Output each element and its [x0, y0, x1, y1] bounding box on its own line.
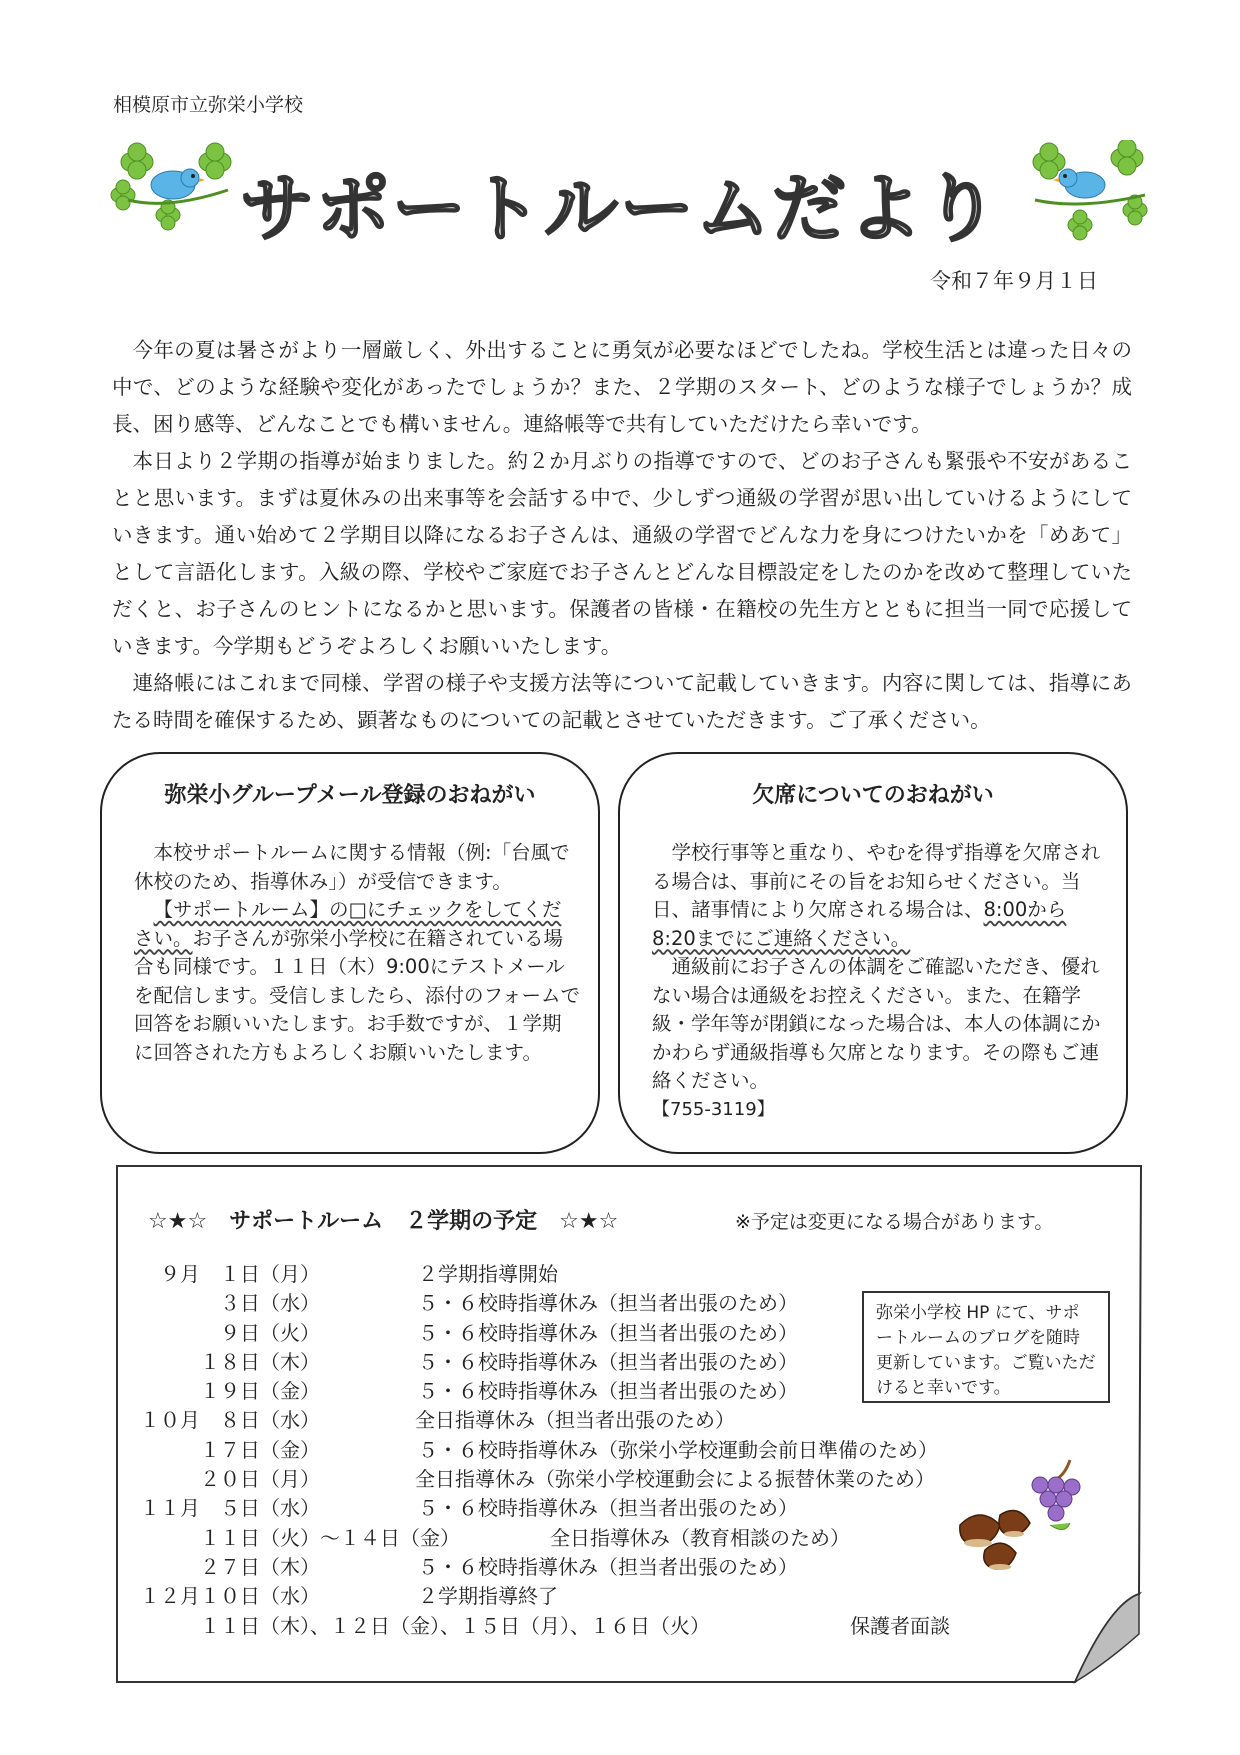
schedule-date: １１日（木）、１２日（金）、１５日（月）、１６日（火）: [160, 1613, 710, 1638]
schedule-event: ２学期指導終了: [418, 1584, 558, 1609]
group-mail-notice-box: [100, 752, 600, 1154]
schedule-date: １１日（火）～１４日（金）: [160, 1525, 460, 1550]
absence-text: 学校行事等と重なり、やむを得ず指導を欠席される場合は、事前にその旨をお知らせください。当日、諸事情により欠席される場合は、: [652, 841, 1101, 921]
schedule-event: ５・６校時指導休み（担当者出張のため）: [418, 1554, 798, 1579]
schedule-date: １０月 ８日（水）: [140, 1408, 320, 1433]
schedule-date: ９月 １日（月）: [160, 1262, 320, 1286]
schedule-date: ９日（火）: [160, 1320, 320, 1345]
intro-paragraph: 本日より２学期の指導が始まりました。約２か月ぶりの指導ですので、どのお子さんも緊張や不安があることと思います。まずは夏休みの出来事等を会話する中で、少しずつ通級の学習が思い出していけるようにしていきます。通い始めて２学期目以降になるお子さんは、通級の学習でどんな力を身につけたいかを「めあて」として言語化します。入級の際、学校やご家庭でお子さんとどんな目標設定をしたのかを改めて整理していただくと、お子さんのヒントになるかと思います。保護者の皆様・在籍校の先生方とともに担当一同で応援していきます。今学期もどうぞよろしくお願いいたします。: [112, 449, 1132, 658]
schedule-event: 全日指導休み（弥栄小学校運動会による振替休業のため）: [415, 1467, 935, 1492]
schedule-event: ５・６校時指導休み（担当者出張のため）: [418, 1320, 798, 1345]
absence-paragraph: [652, 839, 1108, 953]
schedule-date: １８日（木）: [160, 1349, 320, 1374]
grapes-chestnut-illustration: [950, 1455, 1100, 1585]
contact-time: 8:00から8:20までにご連絡ください。: [652, 898, 1067, 950]
intro-paragraph: 連絡帳にはこれまで同様、学習の様子や支援方法等について記載していきます。内容に関しては、指導にあたる時間を確保するため、顕著なものについての記載とさせていただきます。ご了承ください。: [112, 671, 1132, 732]
issue-date: 令和７年９月１日: [930, 269, 1098, 293]
group-mail-title: 弥栄小グループメール登録のおねがい: [164, 783, 536, 808]
schedule-event: ５・６校時指導休み（担当者出張のため）: [418, 1291, 798, 1316]
absence-paragraph: 通級前にお子さんの体調をご確認いただき、優れない場合は通級をお控えください。また、在籍学級・学年等が閉鎖になった場合は、本人の体調にかかわらず通級指導も欠席となります。その際もご連絡ください。: [652, 955, 1101, 1092]
school-blog-note: 弥栄小学校 HP にて、サポートルームのブログを随時更新しています。ご覧いただけると幸いです。: [862, 1291, 1110, 1403]
absence-notice-box: [618, 752, 1128, 1154]
schedule-date: ２０日（月）: [160, 1467, 320, 1492]
schedule-event: 全日指導休み（担当者出張のため）: [415, 1408, 735, 1433]
schedule-date: １１月 ５日（水）: [140, 1496, 320, 1521]
group-mail-paragraph: 本校サポートルームに関する情報（例:「台風で休校のため、指導休み」）が受信できます。: [134, 841, 570, 893]
intro-text: [112, 332, 1132, 739]
schedule-note: ※予定は変更になる場合があります。: [735, 1211, 1054, 1233]
phone-number: 【755-3119】: [652, 1098, 775, 1120]
intro-paragraph: 今年の夏は暑さがより一層厳しく、外出することに勇気が必要なほどでしたね。学校生活とは違った日々の中で、どのような経験や変化があったでしょうか？また、２学期のスタート、どのような様子でしょうか？成長、困り感等、どんなことでも構いません。連絡帳等で共有していただけたら幸いです。: [112, 338, 1132, 436]
absence-title: 欠席についてのおねがい: [752, 783, 994, 808]
schedule-event: ５・６校時指導休み（担当者出張のため）: [418, 1349, 798, 1374]
school-name: 相模原市立弥栄小学校: [113, 94, 304, 116]
checkbox-instruction: 【サポートルーム】の□にチェックをしてください。: [134, 898, 562, 950]
clover-bird-illustration-right: [1020, 140, 1160, 250]
schedule-heading: ☆★☆ サポートルーム ２学期の予定 ☆★☆: [148, 1209, 619, 1234]
schedule-date: １９日（金）: [160, 1379, 320, 1404]
schedule-event: ５・６校時指導休み（弥栄小学校運動会前日準備のため）: [418, 1437, 938, 1462]
newsletter-title: サポートルームだより: [240, 166, 1000, 252]
schedule-event: ５・６校時指導休み（担当者出張のため）: [418, 1379, 798, 1404]
schedule-date: １２月１０日（水）: [140, 1584, 320, 1609]
schedule-date: １７日（金）: [160, 1437, 320, 1462]
schedule-date: ２７日（木）: [160, 1554, 320, 1579]
group-mail-paragraph: [134, 896, 580, 1067]
schedule-event: ２学期指導開始: [418, 1262, 558, 1286]
absence-body: [652, 839, 1108, 1124]
schedule-event: 全日指導休み（教育相談のため）: [550, 1525, 850, 1550]
schedule-event: ５・６校時指導休み（担当者出張のため）: [418, 1496, 798, 1521]
clover-bird-illustration-left: [108, 140, 248, 250]
schedule-event: 保護者面談: [850, 1613, 950, 1638]
group-mail-body: [134, 839, 580, 1067]
group-mail-detail: お子さんが弥栄小学校に在籍されている場合も同様です。１１日（木）9:00にテストメールを配信します。受信しましたら、添付のフォームで回答をお願いいたします。お手数ですが、１学期に回答された方もよろしくお願いいたします。: [134, 926, 580, 1064]
schedule-date: ３日（水）: [160, 1291, 320, 1316]
